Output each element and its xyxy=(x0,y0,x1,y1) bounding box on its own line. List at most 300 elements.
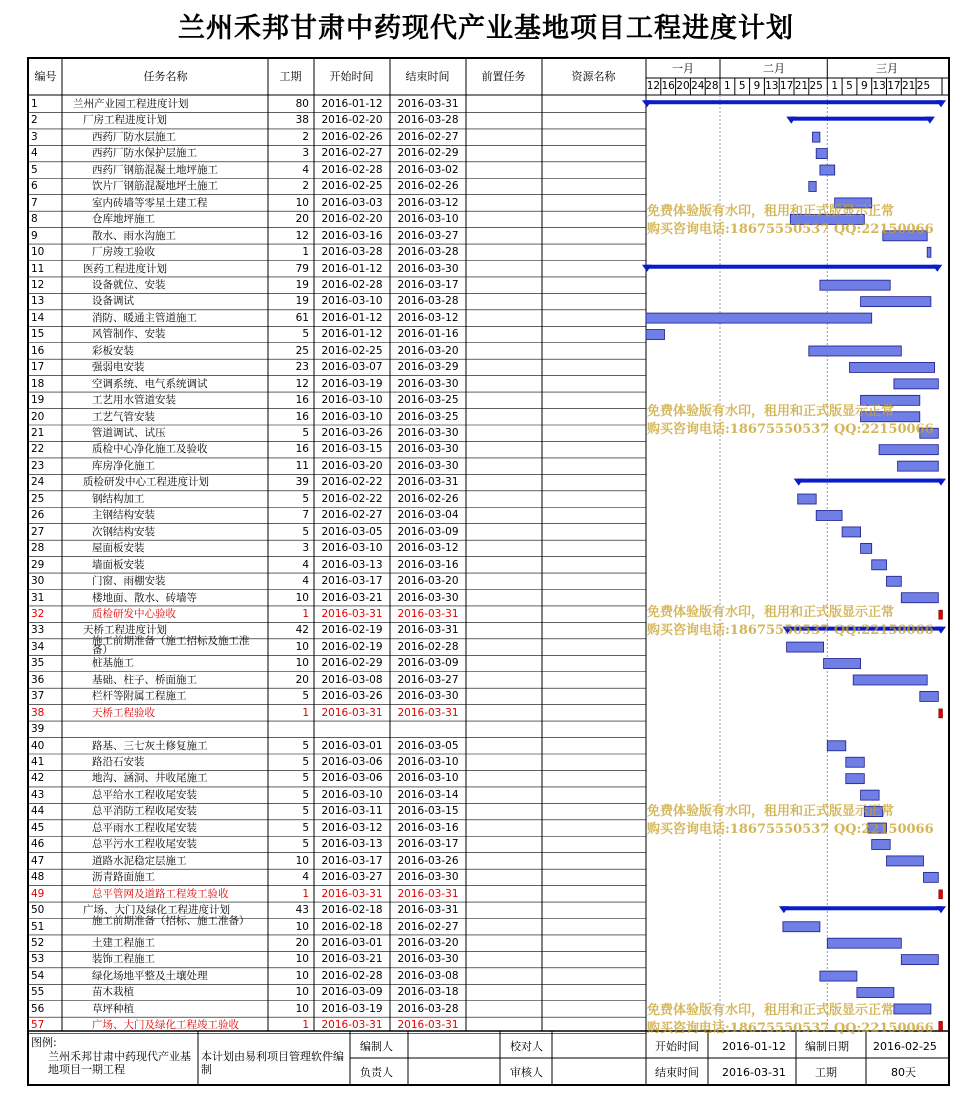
task-id: 15 xyxy=(31,328,45,341)
task-end: 2016-03-28 xyxy=(397,114,459,127)
task-end: 2016-03-31 xyxy=(397,706,459,719)
col-header-id: 编号 xyxy=(34,70,57,83)
task-duration: 5 xyxy=(302,805,309,818)
task-end: 2016-03-14 xyxy=(397,788,459,801)
task-end: 2016-03-26 xyxy=(397,854,459,867)
task-id: 55 xyxy=(31,986,45,999)
footer-reviewer-label: 审核人 xyxy=(510,1066,543,1079)
task-duration: 10 xyxy=(295,969,309,982)
task-id: 22 xyxy=(31,443,45,456)
task-name: 道路水泥稳定层施工 xyxy=(92,854,187,867)
task-id: 56 xyxy=(31,1002,45,1015)
day-label: 13 xyxy=(765,80,779,92)
task-start: 2016-02-27 xyxy=(321,509,383,522)
task-start: 2016-02-19 xyxy=(321,640,383,653)
task-start: 2016-02-20 xyxy=(321,114,383,127)
watermark-2b: 购买咨询电话:18675550537 QQ:22150066 xyxy=(647,422,934,437)
task-name: 饮片厂钢筋混凝地坪土施工 xyxy=(92,180,218,193)
task-duration: 5 xyxy=(302,821,309,834)
task-duration: 79 xyxy=(295,262,309,275)
task-start: 2016-03-19 xyxy=(321,1002,383,1015)
task-bar xyxy=(809,346,902,356)
task-name: 工艺气管安装 xyxy=(92,410,155,423)
task-name: 消防、暖通主管道施工 xyxy=(92,311,197,324)
task-id: 21 xyxy=(31,427,45,439)
task-id: 1 xyxy=(31,98,38,110)
task-end: 2016-03-28 xyxy=(397,295,459,308)
month-jan: 一月 xyxy=(672,62,694,75)
task-start: 2016-03-07 xyxy=(321,361,383,374)
task-duration: 43 xyxy=(295,904,309,917)
footer-duration-label: 工期 xyxy=(815,1066,837,1079)
task-name: 质检研发中心验收 xyxy=(92,607,176,620)
task-end: 2016-02-28 xyxy=(397,640,459,653)
task-name: 广场、大门及绿化工程进度计划 xyxy=(83,904,230,917)
task-duration: 1 xyxy=(302,1019,309,1032)
task-start: 2016-02-29 xyxy=(321,657,383,670)
task-name: 风管制作、安装 xyxy=(92,328,166,341)
task-name: 沥青路面施工 xyxy=(92,871,155,884)
task-id: 32 xyxy=(31,607,45,620)
task-id: 54 xyxy=(31,969,45,982)
task-bar xyxy=(857,988,894,998)
task-id: 45 xyxy=(31,821,45,834)
task-bar xyxy=(879,445,938,455)
task-id: 3 xyxy=(31,130,38,143)
task-start: 2016-03-26 xyxy=(321,690,383,703)
task-id: 36 xyxy=(31,673,45,686)
task-start: 2016-03-26 xyxy=(321,427,383,439)
task-end: 2016-03-18 xyxy=(397,986,459,999)
task-name: 施工前期准备（招标、施工准备） xyxy=(92,914,250,927)
task-name: 钢结构加工 xyxy=(92,492,145,505)
task-end: 2016-03-15 xyxy=(397,805,459,818)
day-label: 9 xyxy=(860,80,868,92)
watermark-5a: 免费体验版有水印，租用和正式版显示正常 xyxy=(647,1003,895,1018)
task-start: 2016-02-22 xyxy=(321,492,383,505)
task-duration: 5 xyxy=(302,739,309,752)
page-title: 兰州禾邦甘肃中药现代产业基地项目工程进度计划 xyxy=(178,13,794,44)
task-start: 2016-01-12 xyxy=(321,311,383,324)
task-name: 地沟、涵洞、井收尾施工 xyxy=(92,772,208,785)
day-label: 12 xyxy=(646,80,661,92)
task-name: 路基、三七灰土修复施工 xyxy=(92,739,208,752)
task-bar xyxy=(927,247,931,257)
task-duration: 5 xyxy=(302,838,309,851)
task-duration: 4 xyxy=(302,575,309,588)
task-id: 16 xyxy=(31,344,45,357)
task-start: 2016-03-09 xyxy=(321,986,383,999)
task-end: 2016-03-29 xyxy=(397,361,459,374)
watermark-4a: 免费体验版有水印，租用和正式版显示正常 xyxy=(647,804,895,819)
task-start: 2016-03-08 xyxy=(321,673,383,686)
task-name: 兰州产业园工程进度计划 xyxy=(73,98,189,110)
task-id: 14 xyxy=(31,311,45,324)
task-name: 西药厂防水保护层施工 xyxy=(92,147,197,160)
task-bar xyxy=(809,181,816,191)
task-name: 桩基施工 xyxy=(92,657,134,670)
task-id: 53 xyxy=(31,953,45,966)
task-name: 总平给水工程收尾安装 xyxy=(92,788,197,801)
task-end: 2016-03-10 xyxy=(397,756,459,768)
task-id: 31 xyxy=(31,591,45,604)
task-start: 2016-02-25 xyxy=(321,180,383,193)
task-bar xyxy=(887,576,902,586)
task-id: 27 xyxy=(31,525,45,538)
watermark-2a: 免费体验版有水印，租用和正式版显示正常 xyxy=(647,404,895,419)
task-start: 2016-03-05 xyxy=(321,525,383,538)
task-name: 天桥工程验收 xyxy=(92,706,155,719)
task-start: 2016-02-18 xyxy=(321,904,383,917)
task-id: 2 xyxy=(31,114,38,127)
task-end: 2016-03-30 xyxy=(397,690,459,703)
task-duration: 20 xyxy=(295,213,309,226)
col-header-resource: 资源名称 xyxy=(571,70,616,83)
task-bar xyxy=(798,494,817,504)
task-bar xyxy=(820,971,857,981)
day-label: 25 xyxy=(916,80,931,92)
task-duration: 39 xyxy=(295,476,309,489)
task-start: 2016-03-31 xyxy=(321,706,383,719)
task-id: 43 xyxy=(31,788,45,801)
task-bar xyxy=(850,362,935,372)
task-start: 2016-02-28 xyxy=(321,278,383,291)
footer-end-value: 2016-03-31 xyxy=(722,1066,786,1079)
task-id: 35 xyxy=(31,657,45,670)
task-id: 24 xyxy=(31,476,45,489)
task-duration: 38 xyxy=(295,114,309,127)
task-duration: 1 xyxy=(302,246,309,259)
task-id: 8 xyxy=(31,213,38,226)
task-end: 2016-01-16 xyxy=(397,328,459,341)
task-duration: 12 xyxy=(295,229,309,242)
task-end: 2016-03-28 xyxy=(397,1002,459,1015)
task-duration: 10 xyxy=(295,1002,309,1015)
task-start: 2016-02-26 xyxy=(321,130,383,143)
task-bar xyxy=(872,839,891,849)
task-duration: 5 xyxy=(302,690,309,703)
task-duration: 4 xyxy=(302,558,309,571)
task-name: 质检中心净化施工及验收 xyxy=(92,443,208,456)
task-bar xyxy=(816,149,827,159)
task-start: 2016-02-19 xyxy=(321,624,383,637)
task-start: 2016-03-01 xyxy=(321,739,383,752)
footer-made-date-value: 2016-02-25 xyxy=(873,1040,937,1053)
task-id: 10 xyxy=(31,246,45,259)
task-start: 2016-02-25 xyxy=(321,344,383,357)
task-end: 2016-03-30 xyxy=(397,443,459,456)
task-bar xyxy=(787,642,824,652)
task-id: 49 xyxy=(31,887,45,900)
footer-duration-value: 80天 xyxy=(891,1066,916,1079)
task-id: 13 xyxy=(31,295,45,308)
task-bar xyxy=(827,741,846,751)
task-duration: 25 xyxy=(295,344,309,357)
task-duration: 16 xyxy=(295,410,309,423)
footer-legend-label: 图例: xyxy=(31,1036,57,1049)
task-name: 工艺用水管道安装 xyxy=(92,394,176,407)
task-bar xyxy=(820,165,835,175)
task-id: 48 xyxy=(31,871,45,884)
task-start: 2016-03-20 xyxy=(321,459,383,472)
task-start: 2016-01-12 xyxy=(321,262,383,275)
task-duration: 3 xyxy=(302,147,309,160)
task-name: 墙面板安装 xyxy=(92,558,145,571)
task-start: 2016-02-18 xyxy=(321,920,383,933)
task-id: 26 xyxy=(31,509,45,522)
task-start: 2016-03-13 xyxy=(321,838,383,851)
task-duration: 80 xyxy=(295,98,309,110)
day-label: 21 xyxy=(794,80,809,92)
task-duration: 1 xyxy=(302,706,309,719)
task-end: 2016-03-09 xyxy=(397,525,459,538)
task-id: 39 xyxy=(31,723,45,736)
task-start: 2016-03-10 xyxy=(321,394,383,407)
col-header-name: 任务名称 xyxy=(143,70,188,83)
summary-bar xyxy=(646,265,938,269)
task-name: 设备调试 xyxy=(92,295,134,308)
task-id: 51 xyxy=(31,920,45,933)
task-start: 2016-03-03 xyxy=(321,196,383,209)
col-header-predecessor: 前置任务 xyxy=(481,70,526,83)
milestone-bar xyxy=(939,709,943,718)
task-end: 2016-03-30 xyxy=(397,871,459,884)
watermark-1b: 购买咨询电话:18675550537 QQ:22150066 xyxy=(647,222,934,237)
day-label: 1 xyxy=(724,80,731,92)
task-start: 2016-03-12 xyxy=(321,821,383,834)
watermark-3b: 购买咨询电话:18675550537 QQ:22150066 xyxy=(647,623,934,638)
task-start: 2016-03-21 xyxy=(321,953,383,966)
task-id: 30 xyxy=(31,575,45,588)
task-end: 2016-03-04 xyxy=(397,509,459,522)
task-bar xyxy=(901,593,938,603)
task-name: 仓库地坪施工 xyxy=(92,213,155,226)
day-label: 24 xyxy=(691,80,705,92)
task-name: 强弱电安装 xyxy=(92,361,145,374)
task-end: 2016-02-26 xyxy=(397,492,459,505)
task-start: 2016-02-22 xyxy=(321,476,383,489)
task-id: 52 xyxy=(31,936,45,949)
task-end: 2016-03-30 xyxy=(397,377,459,390)
footer-checker-label: 校对人 xyxy=(510,1040,543,1053)
task-duration: 5 xyxy=(302,492,309,505)
task-start: 2016-03-10 xyxy=(321,542,383,555)
milestone-bar xyxy=(939,610,943,619)
task-bar xyxy=(783,922,820,932)
task-end: 2016-03-12 xyxy=(397,542,459,555)
day-label: 16 xyxy=(661,80,675,92)
task-name: 门窗、雨棚安装 xyxy=(92,575,166,588)
task-start: 2016-03-15 xyxy=(321,443,383,456)
task-bar xyxy=(872,560,887,570)
summary-bar xyxy=(790,117,931,121)
task-id: 41 xyxy=(31,756,45,768)
footer-project-name: 兰州禾邦甘肃中药现代产业基地项目一期工程 xyxy=(48,1050,191,1076)
summary-bar xyxy=(783,906,942,910)
task-bar xyxy=(924,872,939,882)
task-name: 路沿石安装 xyxy=(92,756,145,768)
task-name: 空调系统、电气系统调试 xyxy=(92,377,208,390)
task-bar xyxy=(846,774,865,784)
task-id: 42 xyxy=(31,772,45,785)
day-label: 17 xyxy=(779,80,794,92)
footer-owner-label: 负责人 xyxy=(360,1066,393,1079)
task-id: 33 xyxy=(31,624,45,637)
task-duration: 1 xyxy=(302,887,309,900)
task-id: 17 xyxy=(31,361,45,374)
task-duration: 5 xyxy=(302,328,309,341)
task-duration: 10 xyxy=(295,657,309,670)
task-end: 2016-03-30 xyxy=(397,459,459,472)
task-id: 25 xyxy=(31,492,45,505)
task-start: 2016-01-12 xyxy=(321,98,383,110)
task-id: 44 xyxy=(31,805,45,818)
day-label: 17 xyxy=(887,80,901,92)
task-start: 2016-03-31 xyxy=(321,887,383,900)
task-end: 2016-03-02 xyxy=(397,163,459,176)
task-end: 2016-03-10 xyxy=(397,213,459,226)
task-end: 2016-02-27 xyxy=(397,920,459,933)
day-label: 5 xyxy=(846,80,853,92)
task-name: 总平管网及道路工程竣工验收 xyxy=(92,887,229,900)
task-duration: 19 xyxy=(295,295,309,308)
day-label: 5 xyxy=(738,80,746,92)
task-id: 40 xyxy=(31,739,45,752)
col-header-start: 开始时间 xyxy=(329,70,374,83)
task-name: 施工前期准备（施工招标及施工准备） xyxy=(92,634,250,656)
task-start: 2016-03-31 xyxy=(321,607,383,620)
task-duration: 4 xyxy=(302,871,309,884)
task-bar xyxy=(861,297,931,307)
task-end: 2016-03-17 xyxy=(397,838,459,851)
task-name: 医药工程进度计划 xyxy=(83,262,167,275)
task-start: 2016-03-06 xyxy=(321,772,383,785)
task-start: 2016-01-12 xyxy=(321,328,383,341)
task-id: 6 xyxy=(31,180,38,193)
milestone-bar xyxy=(939,1021,943,1030)
footer-preparer-label: 编制人 xyxy=(360,1040,393,1053)
task-end: 2016-03-27 xyxy=(397,229,459,242)
task-id: 5 xyxy=(31,163,38,176)
task-end: 2016-03-20 xyxy=(397,575,459,588)
task-bar xyxy=(898,461,939,471)
task-name: 绿化场地平整及土壤处理 xyxy=(92,969,208,982)
task-name: 天桥工程进度计划 xyxy=(83,624,167,637)
task-name: 苗木栽植 xyxy=(92,986,134,999)
task-end: 2016-03-31 xyxy=(397,98,459,110)
task-bar xyxy=(920,691,939,701)
task-name: 厂房竣工验收 xyxy=(92,246,155,259)
footer-end-label: 结束时间 xyxy=(655,1066,699,1079)
task-duration: 5 xyxy=(302,772,309,785)
task-duration: 16 xyxy=(295,443,309,456)
task-duration: 61 xyxy=(295,311,309,324)
task-start: 2016-03-11 xyxy=(321,805,383,818)
task-name: 彩板安装 xyxy=(92,344,134,357)
watermark-5b: 购买咨询电话:18675550537 QQ:22150066 xyxy=(647,1021,934,1036)
task-end: 2016-03-17 xyxy=(397,278,459,291)
task-bar xyxy=(861,543,872,553)
task-name: 次钢结构安装 xyxy=(92,525,155,538)
task-name: 设备就位、安装 xyxy=(92,278,166,291)
task-duration: 10 xyxy=(295,920,309,933)
task-duration: 16 xyxy=(295,394,309,407)
summary-bar xyxy=(798,479,942,483)
task-name: 土建工程施工 xyxy=(92,936,155,949)
task-id: 29 xyxy=(31,558,45,571)
task-start: 2016-02-27 xyxy=(321,147,383,160)
task-id: 4 xyxy=(31,147,38,160)
task-id: 46 xyxy=(31,838,45,851)
task-start: 2016-03-19 xyxy=(321,377,383,390)
task-end: 2016-03-08 xyxy=(397,969,459,982)
task-end: 2016-03-25 xyxy=(397,410,459,423)
task-name: 管道调试、试压 xyxy=(92,427,166,439)
watermark-4b: 购买咨询电话:18675550537 QQ:22150066 xyxy=(647,822,934,837)
col-header-end: 结束时间 xyxy=(405,70,450,83)
task-end: 2016-03-09 xyxy=(397,657,459,670)
task-start: 2016-02-20 xyxy=(321,213,383,226)
milestone-bar xyxy=(939,890,943,899)
task-duration: 10 xyxy=(295,953,309,966)
day-label: 1 xyxy=(831,80,839,92)
task-duration: 10 xyxy=(295,854,309,867)
task-bar xyxy=(853,675,927,685)
task-id: 28 xyxy=(31,542,45,555)
task-name: 总平消防工程收尾安装 xyxy=(92,805,197,818)
task-end: 2016-03-20 xyxy=(397,344,459,357)
task-duration: 10 xyxy=(295,591,309,604)
task-id: 57 xyxy=(31,1019,45,1032)
task-end: 2016-03-10 xyxy=(397,772,459,785)
task-duration: 23 xyxy=(295,361,309,374)
day-label: 25 xyxy=(809,80,823,92)
task-name: 广场、大门及绿化工程竣工验收 xyxy=(92,1019,239,1032)
task-duration: 2 xyxy=(302,180,309,193)
task-id: 50 xyxy=(31,904,45,917)
task-name: 西药厂钢筋混凝土地坪施工 xyxy=(92,163,218,176)
task-duration: 42 xyxy=(295,624,309,637)
task-end: 2016-03-16 xyxy=(397,821,459,834)
task-end: 2016-03-27 xyxy=(397,673,459,686)
task-start: 2016-03-13 xyxy=(321,558,383,571)
task-start: 2016-02-28 xyxy=(321,163,383,176)
footer-made-date-label: 编制日期 xyxy=(805,1040,849,1053)
task-start: 2016-03-31 xyxy=(321,1019,383,1032)
task-start: 2016-03-21 xyxy=(321,591,383,604)
task-end: 2016-03-30 xyxy=(397,427,459,439)
task-id: 19 xyxy=(31,394,45,407)
task-name: 栏杆等附属工程施工 xyxy=(92,690,187,703)
task-duration: 5 xyxy=(302,427,309,439)
task-end: 2016-03-31 xyxy=(397,904,459,917)
footer-start-label: 开始时间 xyxy=(655,1040,699,1053)
task-name: 西药厂防水层施工 xyxy=(92,130,176,143)
task-start: 2016-02-28 xyxy=(321,969,383,982)
task-end: 2016-02-27 xyxy=(397,130,459,143)
task-duration: 12 xyxy=(295,377,309,390)
task-bar xyxy=(646,330,665,340)
task-end: 2016-03-30 xyxy=(397,953,459,966)
task-bar xyxy=(646,313,872,323)
task-duration: 3 xyxy=(302,542,309,555)
day-label: 28 xyxy=(705,80,719,92)
task-duration: 4 xyxy=(302,163,309,176)
task-id: 12 xyxy=(31,278,45,291)
watermark-3a: 免费体验版有水印，租用和正式版显示正常 xyxy=(647,605,895,620)
task-start: 2016-03-10 xyxy=(321,410,383,423)
task-end: 2016-03-25 xyxy=(397,394,459,407)
